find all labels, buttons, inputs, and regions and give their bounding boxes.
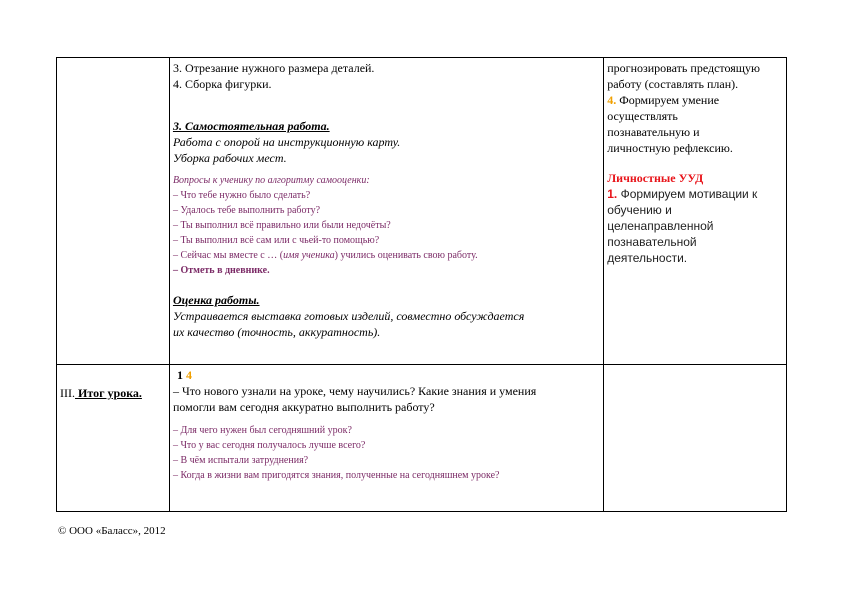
activity-cell xyxy=(169,365,603,512)
uud-line: целенаправленной xyxy=(607,219,714,233)
questions-heading: Вопросы к ученику по алгоритму самооценки: xyxy=(172,175,370,186)
activity-cell xyxy=(169,58,603,365)
stage-cell xyxy=(57,365,170,512)
uud-line: познавательной xyxy=(607,235,697,249)
question-item: – Ты выполнил всё сам или с чьей-то помощью? xyxy=(172,235,380,246)
markers: 1 4 xyxy=(176,368,192,382)
uud-line: прогнозировать предстоящую xyxy=(607,61,761,75)
copyright-footer: © ООО «Баласс», 2012 xyxy=(58,525,166,537)
uud-line: работу (составлять план). xyxy=(607,77,739,91)
question-item: – Что у вас сегодня получалось лучше всего? xyxy=(172,440,366,451)
uud-line: личностную рефлексию. xyxy=(607,141,733,155)
question-item: – Ты выполнил всё правильно или были недочёты? xyxy=(172,220,391,231)
uud-line: деятельности. xyxy=(607,251,688,265)
evaluation-line-2: их качество (точность, аккуратность). xyxy=(172,325,381,339)
uud-cell xyxy=(604,365,787,512)
uud-line: обучению и xyxy=(607,203,672,217)
stage-title: III. Итог урока. xyxy=(60,386,142,400)
evaluation-line-1: Устраивается выставка готовых изделий, совместно обсуждается xyxy=(172,309,525,323)
uud-cell xyxy=(604,58,787,365)
stage-cell xyxy=(57,58,170,365)
section-title: 3. Самостоятельная работа. xyxy=(172,119,330,133)
question-item: – Для чего нужен был сегодняшний урок? xyxy=(172,425,352,436)
uud-item-1: 1. Формируем мотивации к xyxy=(607,187,758,201)
uud-line: осуществлять xyxy=(607,109,678,123)
work-line-2: Уборка рабочих мест. xyxy=(172,151,287,165)
step-3: 3. Отрезание нужного размера деталей. xyxy=(172,61,375,75)
table-row xyxy=(57,58,787,365)
question-item: – Удалось тебе выполнить работу? xyxy=(172,205,321,216)
personal-uud-title: Личностные УУД xyxy=(607,171,704,185)
question-item: – Что тебе нужно было сделать? xyxy=(172,190,311,201)
question-item: – Когда в жизни вам пригодятся знания, полученные на сегодняшнем уроке? xyxy=(172,470,500,481)
question-item: – Сейчас мы вместе с … (имя ученика) учились оценивать свою работу. xyxy=(172,250,478,261)
uud-line: познавательную и xyxy=(607,125,700,139)
uud-item-4: 4. Формируем умение xyxy=(607,93,720,107)
evaluation-title: Оценка работы. xyxy=(172,293,260,307)
summary-question-line-2: помогли вам сегодня аккуратно выполнить работу? xyxy=(172,400,435,414)
question-item: – В чём испытали затруднения? xyxy=(172,455,309,466)
summary-question-line-1: – Что нового узнали на уроке, чему научились? Какие знания и умения xyxy=(172,384,537,398)
work-line-1: Работа с опорой на инструкционную карту. xyxy=(172,135,401,149)
lesson-table xyxy=(56,57,787,512)
table-row xyxy=(57,365,787,512)
question-item: – Отметь в дневнике. xyxy=(172,265,270,276)
step-4: 4. Сборка фигурки. xyxy=(172,77,272,91)
